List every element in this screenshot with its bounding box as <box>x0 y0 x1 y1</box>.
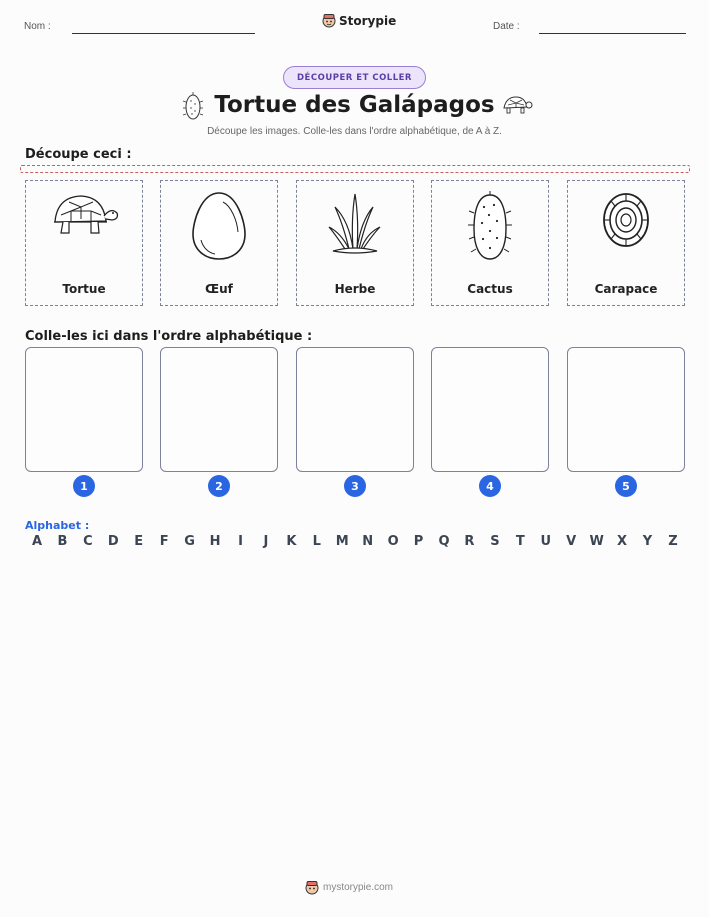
cut-card-herbe[interactable] <box>296 180 414 306</box>
alphabet-letter: J <box>263 534 269 549</box>
cut-section-heading: Découpe ceci : <box>25 147 132 162</box>
date-label: Date : <box>493 21 520 32</box>
brand-name: Storypie <box>339 13 397 28</box>
alphabet-letter: Q <box>438 534 450 549</box>
alphabet-letter: D <box>107 534 119 549</box>
alphabet-label: Alphabet : <box>25 519 90 532</box>
cut-card-label: Tortue <box>62 282 106 296</box>
alphabet-letter: F <box>159 534 169 549</box>
name-line <box>72 33 255 34</box>
brand-logo <box>322 13 396 28</box>
alphabet-letter: L <box>312 534 321 549</box>
name-label: Nom : <box>24 21 51 32</box>
cactus-icon <box>462 191 518 263</box>
cut-card-tortue[interactable] <box>25 180 143 306</box>
paste-box-3[interactable] <box>296 347 414 472</box>
page-instructions: Découpe les images. Colle-les dans l'ordre alphabétique, de A à Z. <box>207 126 502 137</box>
alphabet-letter: U <box>540 534 552 549</box>
cut-card-label: Carapace <box>594 282 658 296</box>
alphabet-letter: Z <box>668 534 678 549</box>
tortoise-icon <box>49 189 119 239</box>
alphabet-letter: R <box>464 534 475 549</box>
alphabet-letter: K <box>286 534 297 549</box>
alphabet-letter: S <box>490 534 500 549</box>
paste-box-1[interactable] <box>25 347 143 472</box>
paste-section-heading: Colle-les ici dans l'ordre alphabétique : <box>25 329 313 344</box>
alphabet-letter: I <box>238 534 243 549</box>
alphabet-letter: B <box>57 534 68 549</box>
alphabet-row <box>25 534 685 549</box>
alphabet-letter: Y <box>642 534 653 549</box>
number-badge-1: 1 <box>73 475 95 497</box>
page-title: Tortue des Galápagos <box>214 92 495 118</box>
storypie-mascot-icon <box>305 880 319 895</box>
cut-card-label: Herbe <box>334 282 376 296</box>
number-badge-2: 2 <box>208 475 230 497</box>
alphabet-letter: E <box>134 534 144 549</box>
paste-box-4[interactable] <box>431 347 549 472</box>
storypie-mascot-icon <box>322 13 336 28</box>
alphabet-letter: V <box>566 534 577 549</box>
number-badge-4: 4 <box>479 475 501 497</box>
grass-icon <box>325 189 385 257</box>
alphabet-letter: H <box>209 534 221 549</box>
footer-url[interactable]: mystorypie.com <box>323 882 394 893</box>
number-badge-3: 3 <box>344 475 366 497</box>
alphabet-letter: T <box>515 534 525 549</box>
date-line <box>539 33 686 34</box>
footer <box>305 880 393 895</box>
cut-card-label: Œuf <box>205 282 233 296</box>
alphabet-letter: C <box>83 534 93 549</box>
tortoise-icon <box>500 94 533 116</box>
cut-card-label: Cactus <box>467 282 513 296</box>
paste-box-5[interactable] <box>567 347 685 472</box>
shell-icon <box>601 191 651 249</box>
paste-box-2[interactable] <box>160 347 278 472</box>
alphabet-letter: N <box>362 534 374 549</box>
activity-badge: DÉCOUPER ET COLLER <box>283 66 426 89</box>
alphabet-letter: A <box>31 534 43 549</box>
alphabet-letter: O <box>387 534 399 549</box>
cut-card-cactus[interactable] <box>431 180 549 306</box>
alphabet-letter: P <box>413 534 424 549</box>
egg-icon <box>189 190 249 262</box>
cut-line <box>20 165 690 173</box>
cut-card-carapace[interactable] <box>567 180 685 306</box>
cut-card-oeuf[interactable] <box>160 180 278 306</box>
alphabet-letter: M <box>335 534 349 549</box>
alphabet-letter: W <box>589 534 604 549</box>
number-badge-5: 5 <box>615 475 637 497</box>
alphabet-letter: G <box>184 534 195 549</box>
alphabet-letter: X <box>617 534 628 549</box>
